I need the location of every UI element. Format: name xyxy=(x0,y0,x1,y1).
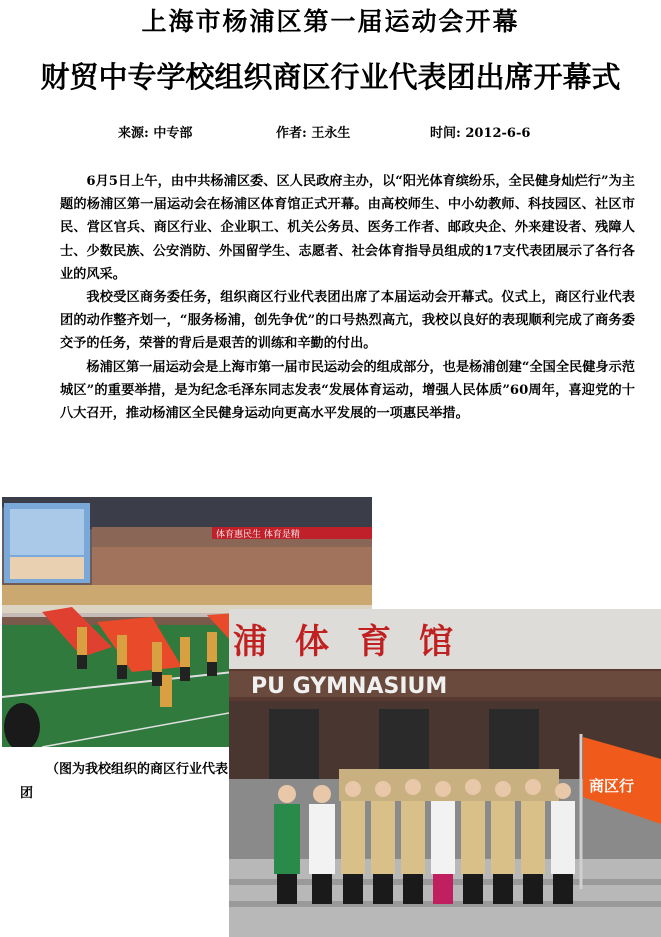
article-paragraph: 6月5日上午，由中共杨浦区委、区人民政府主办，以“阳光体育缤纷乐，全民健身灿烂行”为主题的杨浦区第一届运动会在杨浦区体育馆正式开幕。由高校师生、中小幼教师、科技园区、社区市民、営区官兵、商区行业、企业职工、机关公务员、医务工作者、邮政央企、外来建设者、残障人士、少数民族、公安消防、外国留学生、志愿者、社会体育指导员组成的17支代表团展示了各行各业的风采。 xyxy=(60,174,635,282)
gym-sign-english: PU GYMNASIUM xyxy=(251,674,448,699)
stadium-banner-text: 体育惠民生 体育是精 xyxy=(216,530,300,540)
group-gymnasium-photo xyxy=(229,609,661,937)
meta-author: 作者: 王永生 xyxy=(276,126,351,141)
flag-text: 商区行 xyxy=(589,777,635,795)
article-body xyxy=(60,170,635,425)
meta-date: 时间: 2012-6-6 xyxy=(430,126,531,141)
photo-caption xyxy=(20,758,230,806)
article-paragraph: 我校受区商务委任务，组织商区行业代表团出席了本届运动会开幕式。仪式上，商区行业代表团的动作整齐划一，“服务杨浦，创先争优”的口号热烈高亢，我校以良好的表现顺利完成了商务委交予的任务，荣誉的背后是艰苦的训练和辛勤的付出。 xyxy=(60,290,635,352)
page-title: 上海市杨浦区第一届运动会开幕 xyxy=(141,7,520,36)
page-subtitle: 财贸中专学校组织商区行业代表团出席开幕式 xyxy=(40,60,621,94)
article-paragraph: 杨浦区第一届运动会是上海市第一届市民运动会的组成部分，也是杨浦创建“全国全民健身示范城区”的重要举措，是为纪念毛泽东同志发表“发展体育运动，增强人民体质”60周年，喜迎党的十八大召开，推动杨浦区全民健身运动向更高水平发展的一项惠民举措。 xyxy=(60,359,635,422)
meta-source: 来源: 中专部 xyxy=(118,126,193,141)
gym-sign-chinese: 浦体育馆 xyxy=(233,622,481,662)
caption-text: （图为我校组织的商区行业代表团 xyxy=(20,762,229,801)
